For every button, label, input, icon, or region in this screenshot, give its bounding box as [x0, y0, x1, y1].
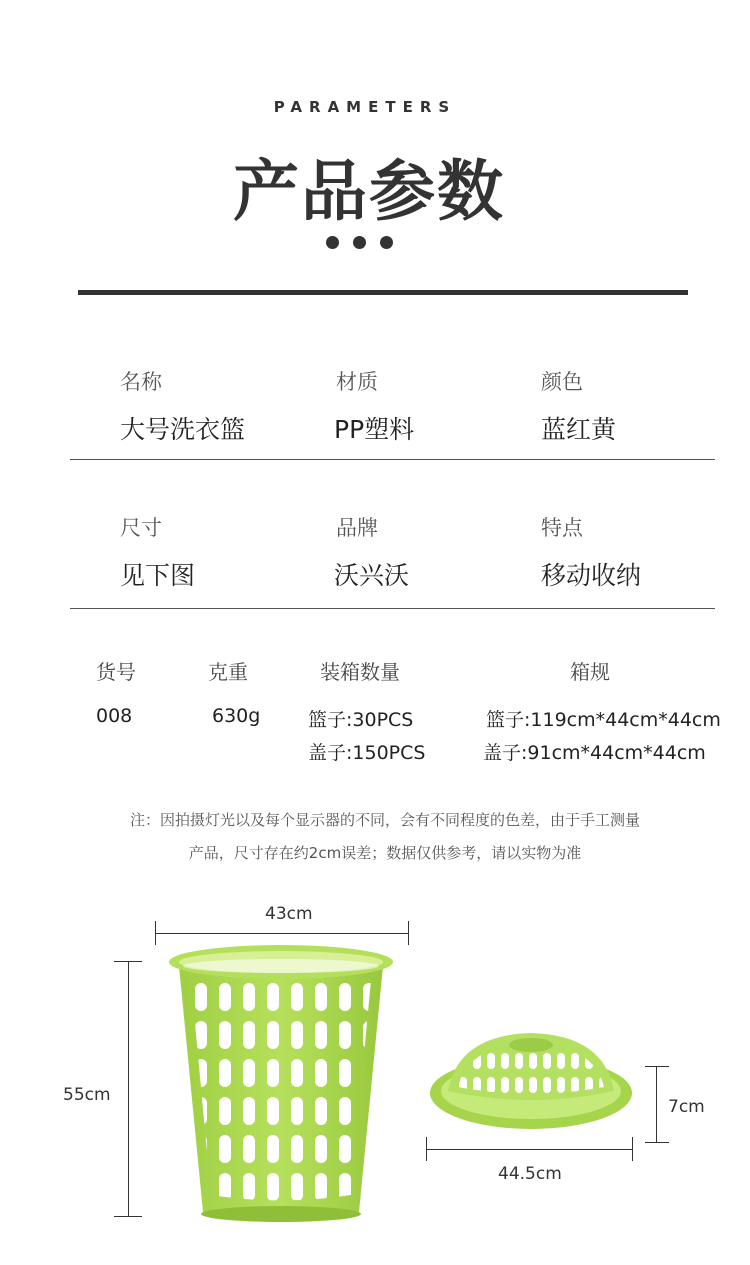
- row-divider: [70, 608, 715, 609]
- table-cell-qty-basket: 篮子:30PCS: [308, 709, 414, 731]
- dimension-tick: [114, 961, 142, 962]
- lid-height-label: 7cm: [668, 1097, 705, 1117]
- dimension-tick: [426, 1137, 427, 1161]
- basket-height-label: 55cm: [63, 1085, 111, 1105]
- dimension-tick: [645, 1142, 669, 1143]
- param-label-name: 名称: [120, 370, 162, 394]
- laundry-basket-image: [165, 940, 397, 1230]
- param-value-feature: 移动收纳: [541, 561, 642, 590]
- dot-icon: [353, 236, 366, 249]
- table-cell-qty-lid: 盖子:150PCS: [308, 742, 426, 764]
- param-label-color: 颜色: [541, 370, 583, 394]
- dimension-tick: [114, 1216, 142, 1217]
- param-label-size: 尺寸: [120, 516, 162, 540]
- param-label-feature: 特点: [541, 516, 583, 540]
- param-value-brand: 沃兴沃: [334, 561, 410, 590]
- lid-width-label: 44.5cm: [498, 1164, 562, 1184]
- table-header-box: 箱规: [570, 660, 610, 684]
- basket-height-line: [128, 961, 129, 1217]
- lid-height-line: [656, 1066, 657, 1143]
- param-label-brand: 品牌: [336, 516, 378, 540]
- header-divider: [78, 290, 688, 295]
- basket-lid-image: [428, 1025, 634, 1135]
- dimension-tick: [155, 921, 156, 945]
- disclaimer-line-2: 产品，尺寸存在约2cm误差；数据仅供参考，请以实物为准: [188, 844, 582, 862]
- table-header-weight: 克重: [208, 660, 248, 684]
- table-header-qty: 装箱数量: [320, 660, 400, 684]
- param-value-size: 见下图: [120, 561, 196, 590]
- page-title: 产品参数: [233, 153, 505, 230]
- table-cell-weight: 630g: [212, 705, 261, 727]
- disclaimer-line-1: 注：因拍摄灯光以及每个显示器的不同，会有不同程度的色差，由于手工测量: [129, 811, 640, 829]
- table-cell-item-no: 008: [96, 705, 133, 727]
- dot-icon: [380, 236, 393, 249]
- param-value-name: 大号洗衣篮: [120, 415, 246, 444]
- param-value-material: PP塑料: [334, 415, 415, 444]
- param-label-material: 材质: [336, 370, 378, 394]
- dot-icon: [326, 236, 339, 249]
- dimension-tick: [645, 1066, 669, 1067]
- row-divider: [70, 459, 715, 460]
- basket-width-line: [155, 933, 409, 934]
- decorative-dots: [326, 236, 393, 249]
- dimension-tick: [632, 1137, 633, 1161]
- table-cell-box-basket: 篮子:119cm*44cm*44cm: [486, 709, 721, 731]
- header-english: PARAMETERS: [273, 98, 457, 116]
- dimension-tick: [408, 921, 409, 945]
- table-header-item-no: 货号: [96, 660, 136, 684]
- table-cell-box-lid: 盖子:91cm*44cm*44cm: [483, 742, 706, 764]
- basket-width-label: 43cm: [265, 904, 313, 924]
- param-value-color: 蓝红黄: [541, 415, 617, 444]
- lid-width-line: [426, 1149, 633, 1150]
